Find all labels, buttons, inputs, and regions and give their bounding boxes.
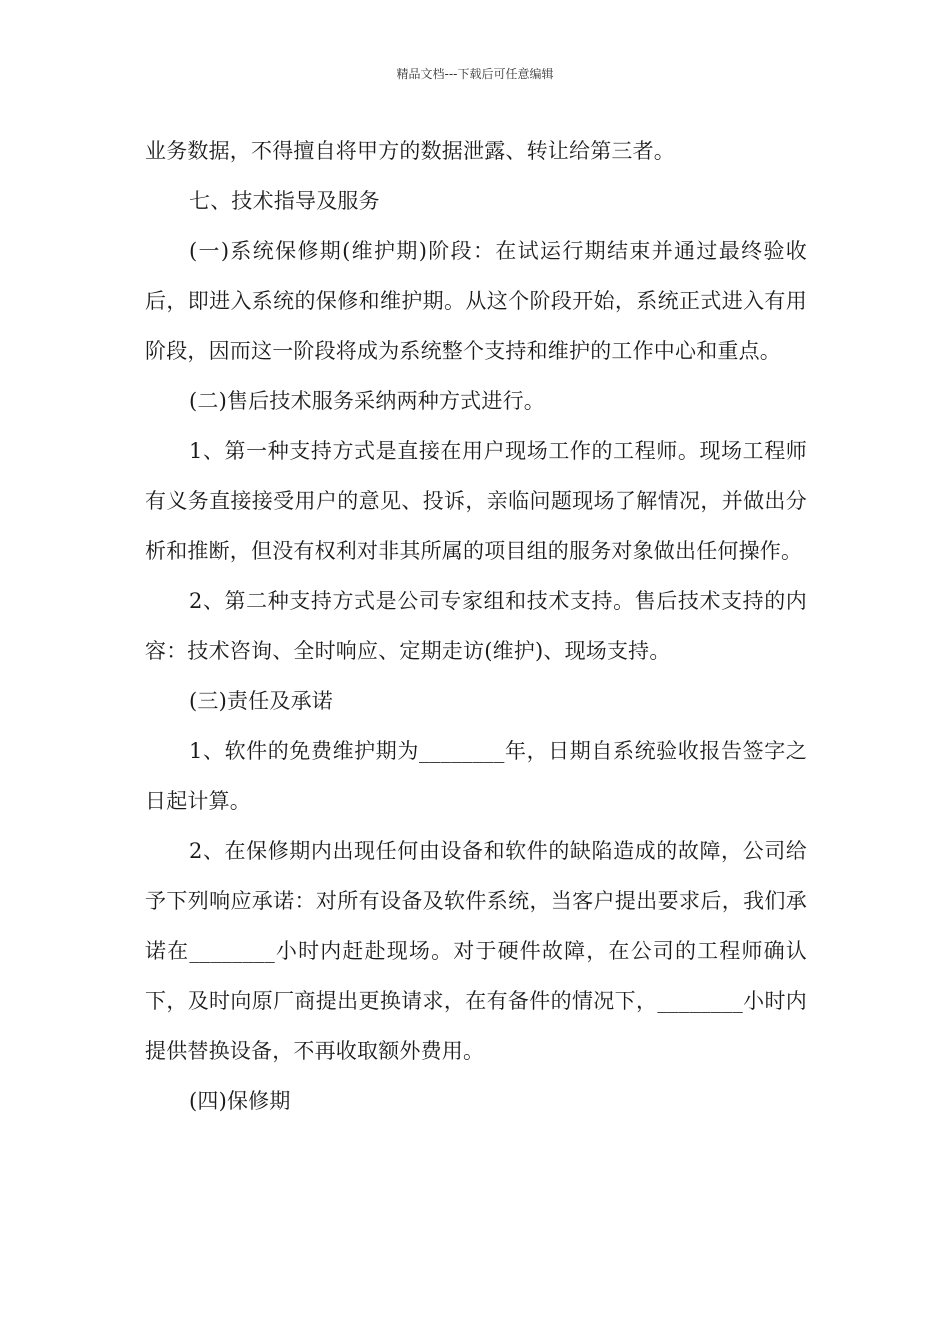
page-header: 精品文档---下载后可任意编辑 [396,67,554,81]
paragraph-warranty-period: (一)系统保修期(维护期)阶段：在试运行期结束并通过最终验收后，即进入系统的保修和维护期。从这个阶段开始，系统正式进入有用阶段，因而这一阶段将成为系统整个支持和维护的工作中心和重点。 [145,239,807,363]
paragraph-response-commitment: 2、在保修期内出现任何由设备和软件的缺陷造成的故障，公司给予下列响应承诺：对所有设备及软件系统，当客户提出要求后，我们承诺在________小时内赶赴现场。对于硬件故障，在公司的工程师确认下，及时向原厂商提出更换请求，在有备件的情况下，________小时内提供替换设备，不再收取额外费用。 [145,839,807,1063]
paragraph-data-confidentiality: 业务数据，不得擅自将甲方的数据泄露、转让给第三者。 [145,139,675,163]
paragraph-expert-support: 2、第二种支持方式是公司专家组和技术支持。售后技术支持的内容：技术咨询、全时响应、定期走访(维护)、现场支持。 [145,589,807,663]
paragraph-service-methods: (二)售后技术服务采纳两种方式进行。 [189,389,545,413]
section-heading-tech-service: 七、技术指导及服务 [189,189,380,213]
subheading-warranty: (四)保修期 [189,1089,291,1113]
subheading-responsibility: (三)责任及承诺 [189,689,333,713]
document-body [145,126,807,1126]
paragraph-onsite-support: 1、第一种支持方式是直接在用户现场工作的工程师。现场工程师有义务直接接受用户的意见、投诉，亲临问题现场了解情况，并做出分析和推断，但没有权利对非其所属的项目组的服务对象做出任何操作。 [145,439,807,563]
paragraph-free-maintenance: 1、软件的免费维护期为________年，日期自系统验收报告签字之日起计算。 [145,739,807,813]
